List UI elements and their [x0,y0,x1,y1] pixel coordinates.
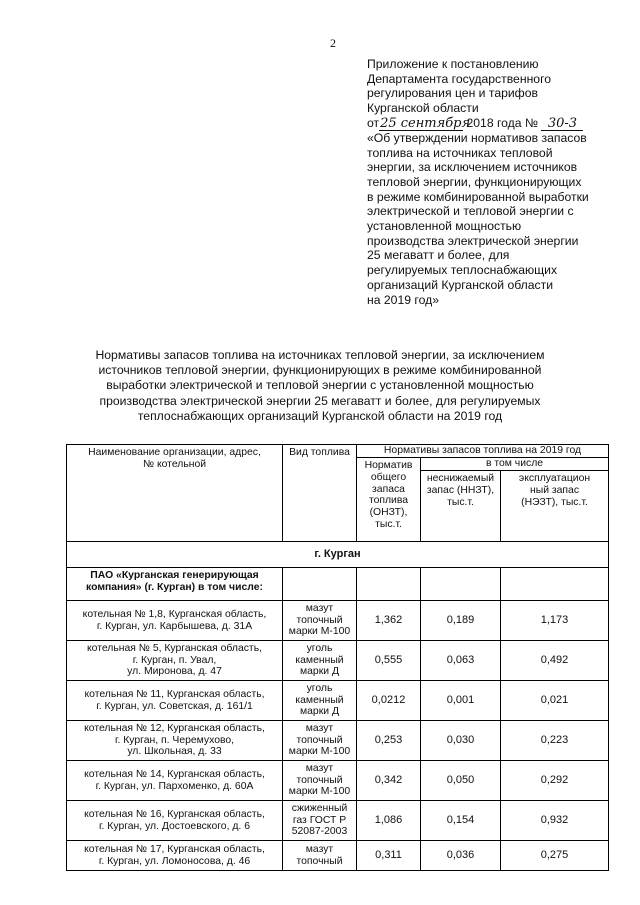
subject-line: в режиме комбинированной выработки [367,189,589,204]
fuel-type: мазут топочный [283,841,357,871]
appendix-line: регулирования цен и тарифов [367,86,538,101]
boiler-name: котельная № 14, Курганская область, г. Курган, ул. Пархоменко, д. 60А [67,761,283,801]
subject-line: тепловой энергии, функционирующих [367,174,582,189]
fuel-type: уголь каменный марки Д [283,681,357,721]
onzt-value: 0,311 [357,841,421,871]
header-nnzt: неснижаемый запас (ННЗТ), тыс.т. [421,471,501,542]
fuel-type: мазут топочный марки М-100 [283,601,357,641]
empty-cell [357,568,421,601]
title-line: теплоснабжающих организаций Курганской области на 2019 год [137,408,503,423]
table-row [67,721,609,761]
subject-line: установленной мощностью [367,219,522,234]
header-including: в том числе [421,458,609,471]
subject-line: электрической и тепловой энергии с [367,204,574,219]
header-name: Наименование организации, адрес, № котельной [67,445,283,542]
nezt-value: 0,492 [501,641,609,681]
fuel-type: уголь каменный марки Д [283,641,357,681]
subject-line: энергии, за исключением источников [367,160,578,175]
onzt-value: 0,0212 [357,681,421,721]
onzt-value: 1,362 [357,601,421,641]
appendix-line: Приложение к постановлению [367,57,539,71]
subject-line: 25 мегаватт и более, для [367,248,510,263]
table-row [67,601,609,641]
boiler-name: котельная № 16, Курганская область, г. Курган, ул. Достоевского, д. 6 [67,801,283,841]
fuel-type: мазут топочный марки М-100 [283,761,357,801]
appendix-block [367,57,629,307]
boiler-name: котельная № 17, Курганская область, г. Курган, ул. Ломоносова, д. 46 [67,841,283,871]
nnzt-value: 0,030 [421,721,501,761]
onzt-value: 0,342 [357,761,421,801]
handwritten-date: 25 сентября [380,115,471,131]
onzt-value: 0,555 [357,641,421,681]
nezt-value: 1,173 [501,601,609,641]
subject-line: регулируемых теплоснабжающих [367,263,558,278]
nezt-value: 0,292 [501,761,609,801]
date-prefix: от [367,115,380,130]
nezt-value: 0,021 [501,681,609,721]
subject-line: производства электрической энергии [367,233,579,248]
empty-cell [421,568,501,601]
boiler-name: котельная № 5, Курганская область, г. Курган, п. Увал, ул. Миронова, д. 47 [67,641,283,681]
appendix-date-line [367,116,629,131]
document-title [80,348,560,424]
fuel-norms-table [66,444,609,871]
title-line: выработки электрической и тепловой энергии с установленной мощностью [106,378,534,393]
table-row [67,681,609,721]
header-norms: Нормативы запасов топлива на 2019 год [357,445,609,458]
nnzt-value: 0,063 [421,641,501,681]
nnzt-value: 0,001 [421,681,501,721]
boiler-name: котельная № 12, Курганская область, г. Курган, п. Черемухово, ул. Школьная, д. 33 [67,721,283,761]
table-row [67,801,609,841]
table-row [67,761,609,801]
table-row [67,641,609,681]
nnzt-value: 0,036 [421,841,501,871]
nezt-value: 0,275 [501,841,609,871]
onzt-value: 0,253 [357,721,421,761]
title-line: источников тепловой энергии, функционирующих в режиме комбинированной [98,363,542,378]
nnzt-value: 0,050 [421,761,501,801]
subject-line: топлива на источниках тепловой [367,145,553,160]
header-nezt: эксплуатацион ный запас (НЭЗТ), тыс.т. [501,471,609,542]
title-line: Нормативы запасов топлива на источниках тепловой энергии, за исключением [95,348,545,362]
handwritten-number: 30-3 [541,118,583,131]
appendix-line: Курганской области [367,101,479,116]
nnzt-value: 0,189 [421,601,501,641]
subject-line: «Об утверждении нормативов запасов [367,130,587,145]
table-row [67,841,609,871]
header-fuel: Вид топлива [283,445,357,542]
subject-line: организаций Курганской области [367,277,554,292]
boiler-name: котельная № 1,8, Курганская область, г. Курган, ул. Карбышева, д. 31А [67,601,283,641]
empty-cell [283,568,357,601]
onzt-value: 1,086 [357,801,421,841]
organization-cell: ПАО «Курганская генерирующая компания» (г. Курган) в том числе: [67,568,283,601]
header-onzt: Норматив общего запаса топлива (ОНЗТ), тыс.т. [357,458,421,542]
nezt-value: 0,223 [501,721,609,761]
date-suffix: 2018 года № [466,115,539,130]
appendix-line: Департамента государственного [367,71,552,86]
city-row: г. Курган [67,542,609,568]
fuel-type: сжиженный газ ГОСТ Р 52087-2003 [283,801,357,841]
page-number: 2 [330,36,336,50]
fuel-type: мазут топочный марки М-100 [283,721,357,761]
empty-cell [501,568,609,601]
subject-line: на 2019 год» [367,292,439,307]
boiler-name: котельная № 11, Курганская область, г. Курган, ул. Советская, д. 161/1 [67,681,283,721]
title-line: производства электрической энергии 25 мегаватт и более, для регулируемых [99,393,541,408]
nezt-value: 0,932 [501,801,609,841]
nnzt-value: 0,154 [421,801,501,841]
